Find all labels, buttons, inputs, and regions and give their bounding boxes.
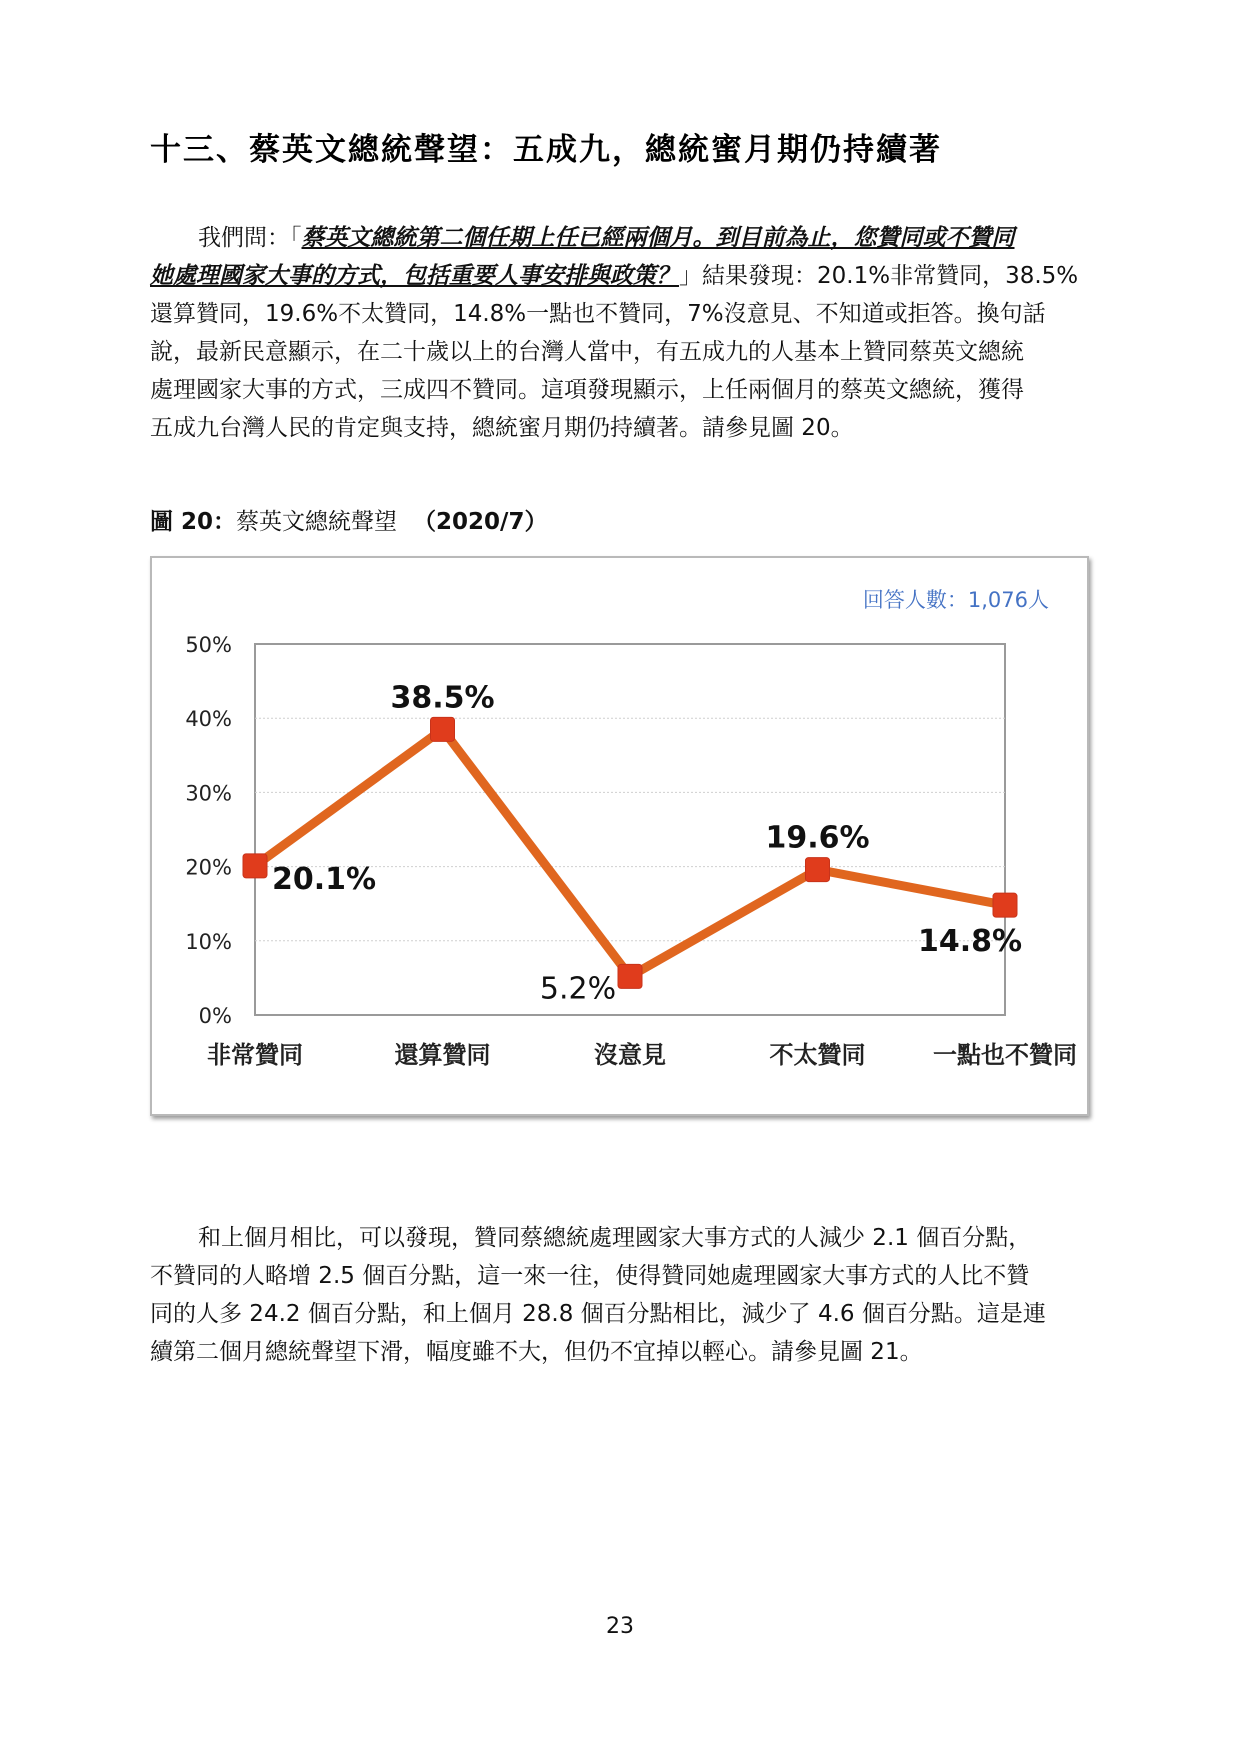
paragraph-line: 她處理國家大事的方式，包括重要人事安排與政策？」結果發現：20.1%非常贊同，38.5% (150, 263, 1079, 289)
y-tick-label: 20% (185, 855, 232, 880)
page-number: 23 (606, 1614, 634, 1639)
paragraph-line: 說，最新民意顯示，在二十歲以上的台灣人當中，有五成九的人基本上贊同蔡英文總統 (150, 339, 1024, 365)
data-label: 14.8% (917, 924, 1023, 960)
survey-question-text: 她處理國家大事的方式，包括重要人事安排與政策？ (150, 263, 679, 289)
approval-line-chart (152, 558, 1087, 1114)
data-point (618, 964, 642, 988)
figure-label: 圖 20： (150, 509, 237, 535)
paragraph-line: 五成九台灣人民的肯定與支持，總統蜜月期仍持續著。請參見圖 20。 (150, 415, 854, 441)
data-point (993, 893, 1017, 917)
figure-caption (150, 503, 547, 536)
data-label: 19.6% (765, 820, 870, 856)
data-label: 5.2% (539, 971, 617, 1007)
x-tick-label: 不太贊同 (769, 1041, 866, 1069)
intro-paragraph (150, 219, 1100, 447)
section-heading: 十三、蔡英文總統聲望：五成九，總統蜜月期仍持續著 (150, 132, 942, 168)
x-tick-label: 一點也不贊同 (933, 1041, 1077, 1069)
x-tick-label: 沒意見 (594, 1041, 666, 1069)
x-tick-label: 還算贊同 (394, 1041, 491, 1069)
paragraph-line: 我們問：「蔡英文總統第二個任期上任已經兩個月。到目前為止，您贊同或不贊同 (198, 225, 1015, 251)
paragraph-line: 處理國家大事的方式，三成四不贊同。這項發現顯示，上任兩個月的蔡英文總統，獲得 (150, 377, 1024, 403)
survey-question-text: 蔡英文總統第二個任期上任已經兩個月。到目前為止，您贊同或不贊同 (301, 225, 1015, 251)
figure-title: 蔡英文總統聲望 (236, 509, 398, 535)
data-point (806, 858, 830, 882)
y-tick-label: 40% (185, 707, 232, 732)
y-tick-label: 50% (185, 633, 232, 657)
sample-size-note: 回答人數：1,076人 (862, 588, 1049, 612)
comparison-paragraph (150, 1219, 1100, 1371)
data-label: 20.1% (272, 861, 377, 897)
plot-area (255, 644, 1005, 1015)
y-tick-label: 10% (185, 929, 232, 954)
paragraph-line: 和上個月相比，可以發現，贊同蔡總統處理國家大事方式的人減少 2.1 個百分點， (198, 1225, 1032, 1251)
data-label: 38.5% (390, 680, 495, 716)
data-point (431, 717, 455, 741)
paragraph-line: 還算贊同，19.6%不太贊同，14.8%一點也不贊同，7%沒意見、不知道或拒答。換句話 (150, 301, 1046, 327)
figure-date: （2020/7） (413, 509, 548, 535)
y-tick-label: 0% (198, 1004, 232, 1028)
data-point (243, 854, 267, 878)
paragraph-line: 續第二個月總統聲望下滑，幅度雖不大，但仍不宜掉以輕心。請參見圖 21。 (150, 1339, 923, 1365)
paragraph-line: 同的人多 24.2 個百分點，和上個月 28.8 個百分點相比，減少了 4.6 個百分點。這是連 (150, 1301, 1046, 1327)
chart-frame (150, 556, 1089, 1116)
paragraph-line: 不贊同的人略增 2.5 個百分點，這一來一往，使得贊同她處理國家大事方式的人比不贊 (150, 1263, 1030, 1289)
y-tick-label: 30% (185, 781, 232, 806)
x-tick-label: 非常贊同 (207, 1041, 303, 1069)
